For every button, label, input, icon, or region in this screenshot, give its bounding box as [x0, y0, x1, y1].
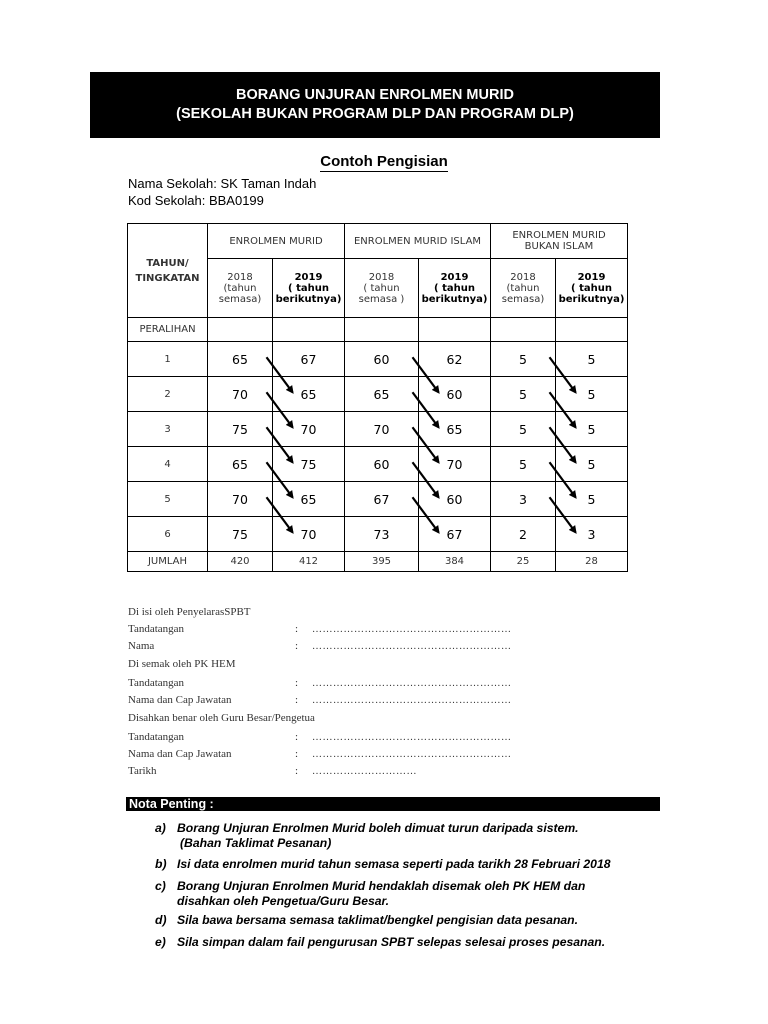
- peralihan-label: PERALIHAN: [128, 318, 208, 342]
- signoff-1-name-line[interactable]: …………………………………………………: [312, 641, 512, 652]
- total-cell: 384: [419, 552, 491, 572]
- row-label: 1: [128, 342, 208, 377]
- colon: :: [295, 765, 299, 777]
- promotion-arrow: [550, 462, 576, 497]
- note-item: [155, 879, 585, 909]
- table-cell: 60: [345, 342, 419, 377]
- row-label: 3: [128, 412, 208, 447]
- table-cell: 5: [556, 377, 628, 412]
- table-cell: 70: [273, 517, 345, 552]
- sub-header-c: 2018 ( tahun semasa ): [345, 259, 419, 318]
- promotion-arrow: [550, 357, 576, 392]
- promotion-arrow: [550, 392, 576, 427]
- note-text-2: (Bahan Taklimat Pesanan): [180, 836, 332, 850]
- corner-label-2: TINGKATAN: [135, 272, 200, 284]
- total-cell: 28: [556, 552, 628, 572]
- table-cell: 70: [273, 412, 345, 447]
- signoff-3-sign-line[interactable]: …………………………………………………: [312, 732, 512, 743]
- sub-header-d: 2019 ( tahun berikutnya): [419, 259, 491, 318]
- signoff-3-name-label: Nama dan Cap Jawatan: [128, 748, 232, 760]
- row-label: 2: [128, 377, 208, 412]
- promotion-arrow: [267, 427, 293, 462]
- sub-header-a: 2018 (tahun semasa): [208, 259, 273, 318]
- table-cell: 65: [419, 412, 491, 447]
- table-cell: 5: [556, 447, 628, 482]
- row-label: 6: [128, 517, 208, 552]
- group-header-all: ENROLMEN MURID: [208, 224, 345, 259]
- signoff-1-name-label: Nama: [128, 640, 155, 652]
- table-cell: 62: [419, 342, 491, 377]
- colon: :: [295, 677, 299, 689]
- note-label: a): [155, 821, 166, 835]
- sub-header-f: 2019 ( tahun berikutnya): [556, 259, 628, 318]
- note-text: Sila simpan dalam fail pengurusan SPBT selepas selesai proses pesanan.: [177, 935, 606, 949]
- signoff-3-title: Disahkan benar oleh Guru Besar/Pengetua: [128, 712, 315, 724]
- school-name: Nama Sekolah: SK Taman Indah: [128, 176, 317, 191]
- total-cell: 25: [491, 552, 556, 572]
- notes-title: Nota Penting :: [126, 797, 660, 811]
- table-cell: 60: [345, 447, 419, 482]
- table-cell: 70: [208, 377, 273, 412]
- signoff-3-name-line[interactable]: …………………………………………………: [312, 749, 512, 760]
- signoff-3-sign-label: Tandatangan: [128, 731, 185, 743]
- note-item: [155, 857, 611, 872]
- table-cell: 65: [273, 482, 345, 517]
- table-cell: 5: [491, 342, 556, 377]
- total-label: JUMLAH: [128, 552, 208, 572]
- table-cell: 60: [419, 482, 491, 517]
- table-cell: 67: [345, 482, 419, 517]
- colon: :: [295, 748, 299, 760]
- colon: :: [295, 640, 299, 652]
- promotion-arrow: [267, 497, 293, 532]
- note-text: Borang Unjuran Enrolmen Murid hendaklah disemak oleh PK HEM dan: [177, 879, 586, 893]
- signoff-1-sign-label: Tandatangan: [128, 623, 185, 635]
- total-cell: 395: [345, 552, 419, 572]
- promotion-arrow: [413, 497, 439, 532]
- colon: :: [295, 623, 299, 635]
- note-item: [155, 913, 578, 928]
- note-label: e): [155, 935, 166, 949]
- promotion-arrow: [413, 392, 439, 427]
- subtitle-text: Contoh Pengisian: [320, 153, 448, 170]
- table-cell: 70: [208, 482, 273, 517]
- colon: :: [295, 731, 299, 743]
- table-cell: 5: [491, 447, 556, 482]
- table-cell: 73: [345, 517, 419, 552]
- signoff-2-name-label: Nama dan Cap Jawatan: [128, 694, 232, 706]
- note-text: Borang Unjuran Enrolmen Murid boleh dimuat turun daripada sistem.: [177, 821, 579, 835]
- table-cell: 65: [345, 377, 419, 412]
- table-cell: 65: [208, 342, 273, 377]
- promotion-arrow: [550, 427, 576, 462]
- promotion-arrow: [550, 497, 576, 532]
- group-header-non-islam-1: ENROLMEN MURID: [512, 230, 606, 241]
- promotion-arrow: [267, 462, 293, 497]
- table-cell: 70: [419, 447, 491, 482]
- signoff-2-title: Di semak oleh PK HEM: [128, 658, 236, 670]
- table-cell: 65: [208, 447, 273, 482]
- table-cell: 67: [419, 517, 491, 552]
- note-text-2: disahkan oleh Pengetua/Guru Besar.: [177, 894, 389, 908]
- table-cell: 65: [273, 377, 345, 412]
- promotion-arrow: [413, 427, 439, 462]
- note-text: Sila bawa bersama semasa taklimat/bengkel pengisian data pesanan.: [177, 913, 579, 927]
- table-cell: 3: [491, 482, 556, 517]
- form-title-line-1: BORANG UNJURAN ENROLMEN MURID: [236, 87, 514, 103]
- table-cell: 5: [491, 412, 556, 447]
- table-cell: 3: [556, 517, 628, 552]
- table-cell: 5: [556, 482, 628, 517]
- signoff-3-date-label: Tarikh: [128, 765, 157, 777]
- promotion-arrow: [413, 357, 439, 392]
- table-cell: 2: [491, 517, 556, 552]
- table-cell: 70: [345, 412, 419, 447]
- table-cell: 75: [208, 412, 273, 447]
- group-header-islam: ENROLMEN MURID ISLAM: [345, 224, 491, 259]
- promotion-arrow: [267, 392, 293, 427]
- note-label: b): [155, 857, 167, 871]
- signoff-1-sign-line[interactable]: …………………………………………………: [312, 624, 512, 635]
- note-text: Isi data enrolmen murid tahun semasa seperti pada tarikh 28 Februari 2018: [177, 857, 611, 871]
- total-cell: 420: [208, 552, 273, 572]
- signoff-2-sign-label: Tandatangan: [128, 677, 185, 689]
- note-label: d): [155, 913, 167, 927]
- colon: :: [295, 694, 299, 706]
- table-cell: 5: [556, 342, 628, 377]
- table-cell: 75: [273, 447, 345, 482]
- table-cell: 60: [419, 377, 491, 412]
- note-item: [155, 821, 579, 851]
- school-code: Kod Sekolah: BBA0199: [128, 193, 264, 208]
- note-item: [155, 935, 605, 950]
- promotion-arrow: [413, 462, 439, 497]
- table-cell: 75: [208, 517, 273, 552]
- signoff-2-name-line[interactable]: …………………………………………………: [312, 695, 512, 706]
- sub-header-e: 2018 (tahun semasa): [491, 259, 556, 318]
- promotion-arrow: [267, 357, 293, 392]
- table-cell: 5: [491, 377, 556, 412]
- form-title-line-2: (SEKOLAH BUKAN PROGRAM DLP DAN PROGRAM DLP): [176, 106, 574, 122]
- note-label: c): [155, 879, 166, 893]
- group-header-non-islam-2: BUKAN ISLAM: [524, 241, 594, 252]
- table-cell: 5: [556, 412, 628, 447]
- signoff-3-date-line[interactable]: …………………………: [312, 766, 417, 777]
- row-label: 4: [128, 447, 208, 482]
- corner-label-1: TAHUN/: [146, 257, 189, 269]
- signoff-1-title: Di isi oleh PenyelarasSPBT: [128, 606, 251, 618]
- sub-header-b: 2019 ( tahun berikutnya): [273, 259, 345, 318]
- table-cell: 67: [273, 342, 345, 377]
- row-label: 5: [128, 482, 208, 517]
- signoff-2-sign-line[interactable]: …………………………………………………: [312, 678, 512, 689]
- total-cell: 412: [273, 552, 345, 572]
